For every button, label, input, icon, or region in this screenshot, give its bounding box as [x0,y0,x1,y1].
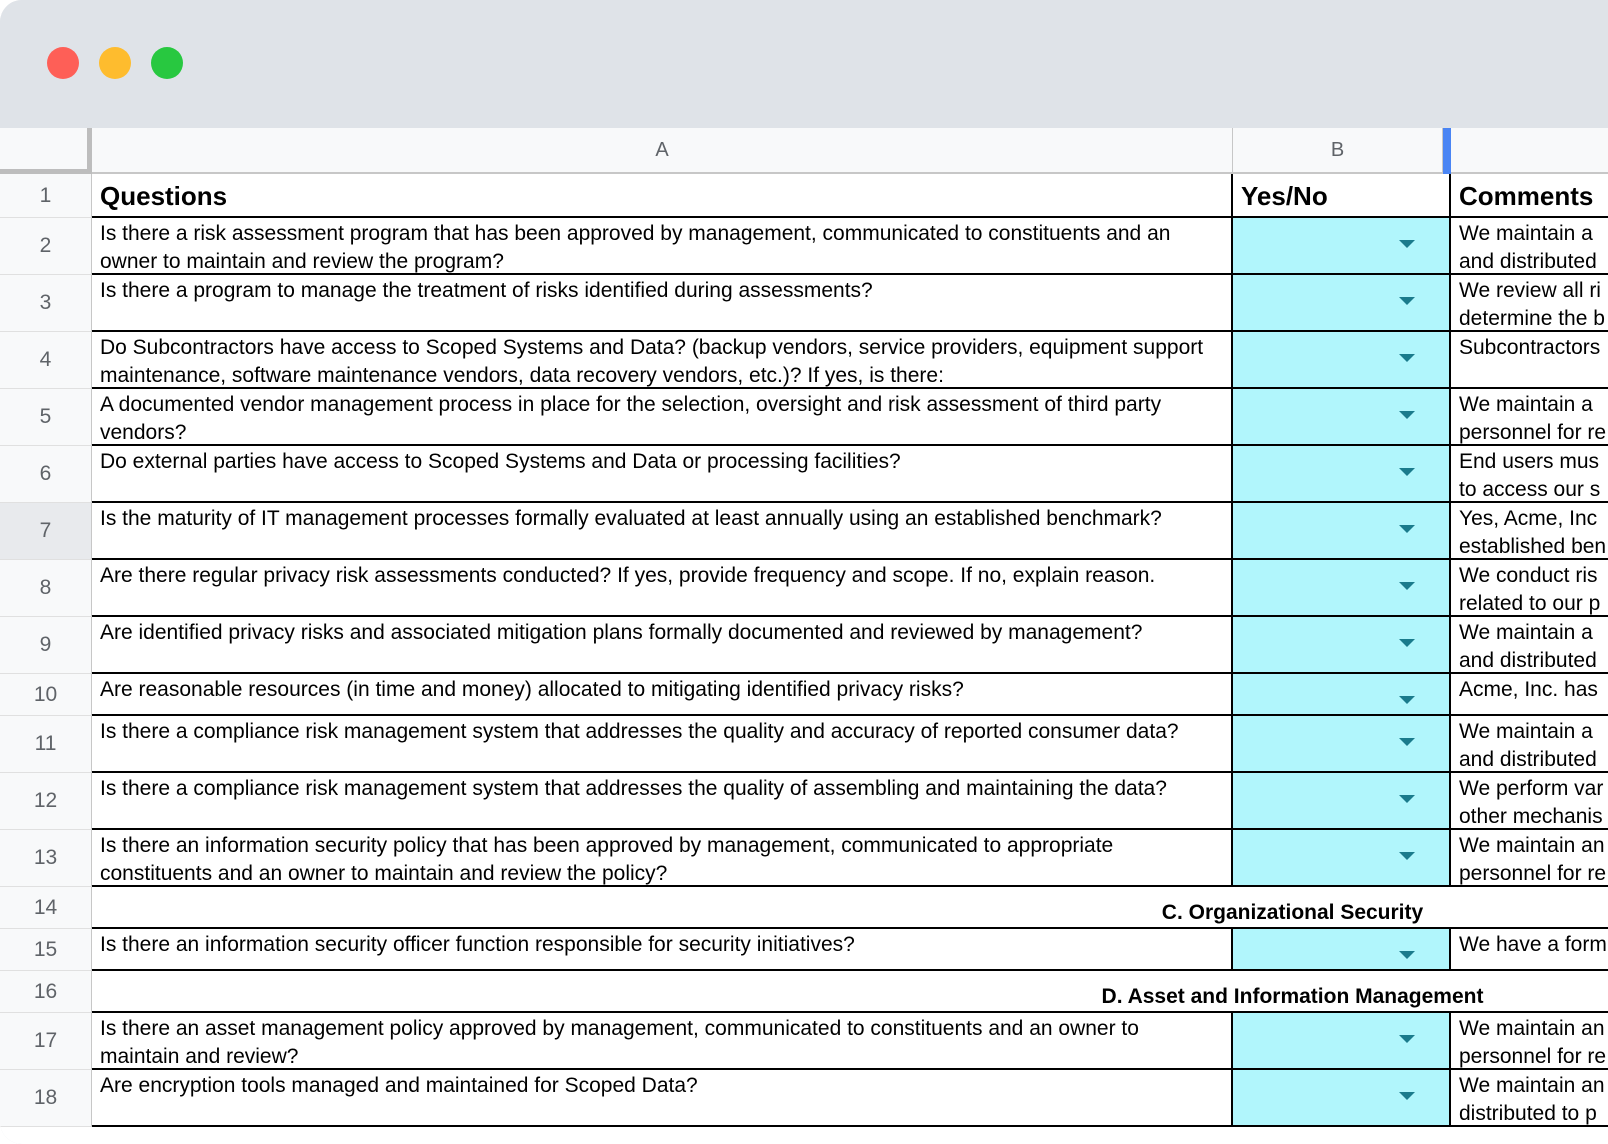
comment-line: and distributed [1459,649,1597,672]
yes-no-dropdown-cell[interactable] [1233,674,1451,716]
comment-cell[interactable] [1451,560,1608,617]
row-header-6[interactable]: 6 [0,446,92,503]
yes-no-dropdown-cell[interactable] [1233,503,1451,560]
row-header-2[interactable]: 2 [0,218,92,275]
row-header-17[interactable]: 17 [0,1013,92,1070]
row-header-3[interactable]: 3 [0,275,92,332]
comment-line: We conduct ris [1459,564,1598,587]
comment-line: related to our p [1459,592,1601,615]
row-header-7[interactable]: 7 [0,503,92,560]
row-header-5[interactable]: 5 [0,389,92,446]
comment-line: We maintain a [1459,621,1593,644]
comment-cell[interactable] [1451,617,1608,674]
header-comments[interactable]: Comments [1451,174,1608,218]
section-header-row[interactable] [92,971,1608,1013]
row-header-8[interactable]: 8 [0,560,92,617]
yes-no-dropdown-cell[interactable] [1233,332,1451,389]
dropdown-arrow-icon[interactable] [1399,297,1415,305]
comment-line: We maintain an [1459,1017,1605,1040]
dropdown-arrow-icon[interactable] [1399,951,1415,959]
column-header-a[interactable]: A [92,128,1233,174]
comment-line: Yes, Acme, Inc [1459,507,1598,530]
comment-line: We maintain a [1459,393,1593,416]
comment-cell[interactable] [1451,332,1608,389]
comment-line: other mechanis [1459,805,1603,828]
yes-no-dropdown-cell[interactable] [1233,617,1451,674]
comment-line: determine the b [1459,307,1605,330]
comment-line: We maintain a [1459,222,1593,245]
close-button[interactable] [47,47,79,79]
comment-line: We have a form [1459,933,1607,956]
row-header-15[interactable]: 15 [0,929,92,971]
comment-line: distributed to p [1459,1102,1597,1125]
dropdown-arrow-icon[interactable] [1399,525,1415,533]
question-cell[interactable]: A documented vendor management process in place for the selection, oversight and risk assessment of third party vendors? [92,389,1233,446]
row-header-1[interactable]: 1 [0,174,92,218]
minimize-button[interactable] [99,47,131,79]
comment-line: and distributed [1459,250,1597,273]
comment-line: personnel for re [1459,862,1607,885]
question-cell[interactable]: Are reasonable resources (in time and money) allocated to mitigating identified privacy risks? [92,674,1233,716]
row-header-12[interactable]: 12 [0,773,92,830]
yes-no-dropdown-cell[interactable] [1233,560,1451,617]
comment-line: Acme, Inc. has [1459,678,1598,701]
column-header-b[interactable]: B [1233,128,1443,174]
dropdown-arrow-icon[interactable] [1399,354,1415,362]
yes-no-dropdown-cell[interactable] [1233,218,1451,275]
row-header-16[interactable]: 16 [0,971,92,1013]
question-cell[interactable]: Is the maturity of IT management processes formally evaluated at least annually using an established benchmark? [92,503,1233,560]
yes-no-dropdown-cell[interactable] [1233,929,1451,971]
dropdown-arrow-icon[interactable] [1399,795,1415,803]
yes-no-dropdown-cell[interactable] [1233,446,1451,503]
yes-no-dropdown-cell[interactable] [1233,830,1451,887]
question-cell[interactable]: Is there an information security officer function responsible for security initiatives? [92,929,1233,971]
comment-line: We maintain a [1459,720,1593,743]
comment-line: We perform var [1459,777,1604,800]
dropdown-arrow-icon[interactable] [1399,852,1415,860]
comment-line: Subcontractors [1459,336,1601,359]
comment-line: End users mus [1459,450,1600,473]
question-cell[interactable]: Are there regular privacy risk assessments conducted? If yes, provide frequency and scope. If no, explain reason. [92,560,1233,617]
column-header-c[interactable] [1451,128,1608,174]
comment-line: established ben [1459,535,1607,558]
section-title: C. Organizational Security [1161,901,1424,924]
question-cell[interactable]: Is there a compliance risk management system that addresses the quality and accuracy of reported consumer data? [92,716,1233,773]
row-header-4[interactable]: 4 [0,332,92,389]
comment-cell[interactable] [1451,1070,1608,1127]
zoom-button[interactable] [151,47,183,79]
row-header-10[interactable]: 10 [0,674,92,716]
section-header-row[interactable] [92,887,1608,929]
title-bar [0,0,1608,128]
comment-cell[interactable] [1451,929,1608,971]
dropdown-arrow-icon[interactable] [1399,639,1415,647]
comment-cell[interactable] [1451,389,1608,446]
question-cell[interactable]: Is there an information security policy that has been approved by management, communicated to appropriate constituents and an owner to maintain and review the policy? [92,830,1233,887]
comment-line: We review all ri [1459,279,1601,302]
question-cell[interactable]: Is there a risk assessment program that has been approved by management, communicated to constituents and an owner to maintain and review the program? [92,218,1233,275]
dropdown-arrow-icon[interactable] [1399,696,1415,704]
yes-no-dropdown-cell[interactable] [1233,1070,1451,1127]
row-header-9[interactable]: 9 [0,617,92,674]
question-cell[interactable]: Are encryption tools managed and maintained for Scoped Data? [92,1070,1233,1127]
dropdown-arrow-icon[interactable] [1399,582,1415,590]
yes-no-dropdown-cell[interactable] [1233,389,1451,446]
comment-cell[interactable] [1451,674,1608,716]
question-cell[interactable]: Is there an asset management policy approved by management, communicated to constituents and an owner to maintain and review? [92,1013,1233,1070]
comment-cell[interactable] [1451,1013,1608,1070]
dropdown-arrow-icon[interactable] [1399,738,1415,746]
question-cell[interactable]: Do external parties have access to Scoped Systems and Data or processing facilities? [92,446,1233,503]
row-header-11[interactable]: 11 [0,716,92,773]
comment-line: personnel for re [1459,421,1607,444]
yes-no-dropdown-cell[interactable] [1233,1013,1451,1070]
comment-line: to access our s [1459,478,1601,501]
comment-line: We maintain an [1459,834,1605,857]
row-header-14[interactable]: 14 [0,887,92,929]
comment-line: and distributed [1459,748,1597,771]
dropdown-arrow-icon[interactable] [1399,1035,1415,1043]
section-title: D. Asset and Information Management [1101,985,1484,1008]
dropdown-arrow-icon[interactable] [1399,240,1415,248]
comment-cell[interactable] [1451,446,1608,503]
question-cell[interactable]: Is there a compliance risk management system that addresses the quality of assembling and maintaining the data? [92,773,1233,830]
comment-line: We maintain an [1459,1074,1605,1097]
yes-no-dropdown-cell[interactable] [1233,716,1451,773]
select-all-corner[interactable] [0,128,92,174]
comment-cell[interactable] [1451,503,1608,560]
question-cell[interactable]: Do Subcontractors have access to Scoped Systems and Data? (backup vendors, service providers, equipment support maintenance, software maintenance vendors, data recovery vendors, etc.)? If yes, is there: [92,332,1233,389]
dropdown-arrow-icon[interactable] [1399,411,1415,419]
dropdown-arrow-icon[interactable] [1399,468,1415,476]
column-resize-handle[interactable] [1443,128,1451,174]
yes-no-dropdown-cell[interactable] [1233,275,1451,332]
question-cell[interactable]: Is there a program to manage the treatment of risks identified during assessments? [92,275,1233,332]
spreadsheet-grid[interactable] [0,128,1608,1144]
comment-cell[interactable] [1451,773,1608,830]
comment-cell[interactable] [1451,716,1608,773]
comment-line: personnel for re [1459,1045,1607,1068]
row-header-18[interactable]: 18 [0,1070,92,1127]
comment-cell[interactable] [1451,275,1608,332]
question-cell[interactable]: Are identified privacy risks and associated mitigation plans formally documented and reviewed by management? [92,617,1233,674]
comment-cell[interactable] [1451,218,1608,275]
header-questions[interactable]: Questions [92,174,1233,218]
comment-cell[interactable] [1451,830,1608,887]
dropdown-arrow-icon[interactable] [1399,1092,1415,1100]
row-header-13[interactable]: 13 [0,830,92,887]
yes-no-dropdown-cell[interactable] [1233,773,1451,830]
header-yes-no[interactable]: Yes/No [1233,174,1451,218]
